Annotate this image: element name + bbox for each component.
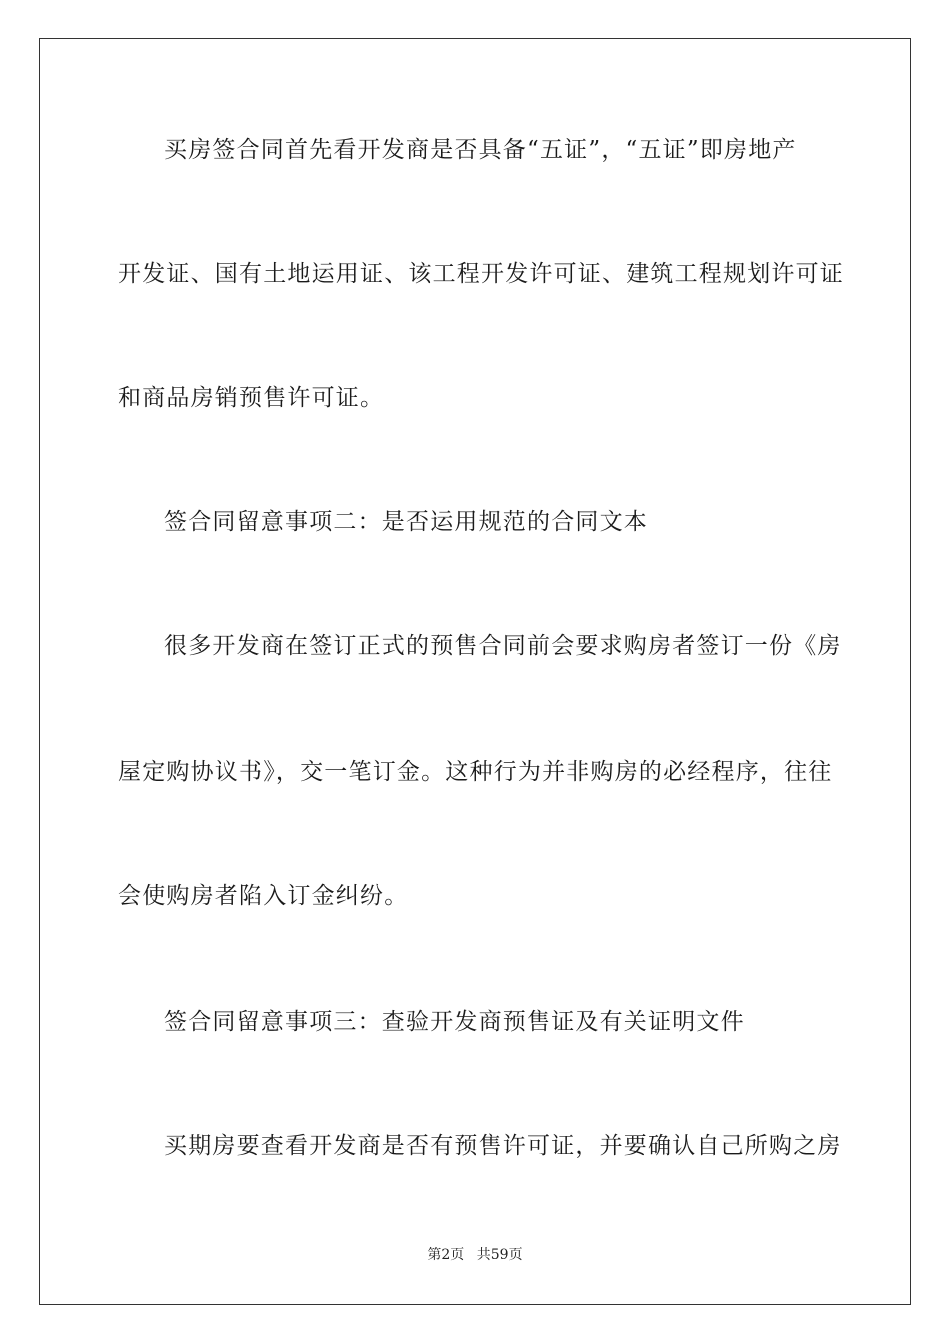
paragraph-line-5: 很多开发商在签订正式的预售合同前会要求购房者签订一份《房	[164, 633, 842, 659]
paragraph-line-6: 屋定购协议书》，交一笔订金。这种行为并非购房的必经程序，往往	[118, 759, 833, 785]
paragraph-line-3: 和商品房销预售许可证。	[118, 385, 385, 411]
paragraph-line-1: 买房签合同首先看开发商是否具备“五证”，“五证”即房地产	[164, 137, 797, 163]
page-number-total: 共59页	[476, 1247, 523, 1263]
page-number-current: 第2页	[427, 1247, 465, 1263]
page-border	[39, 38, 911, 1305]
paragraph-line-9: 买期房要查看开发商是否有预售许可证，并要确认自己所购之房	[164, 1133, 842, 1159]
section-heading-3: 签合同留意事项三：查验开发商预售证及有关证明文件	[164, 1009, 745, 1035]
section-heading-2: 签合同留意事项二：是否运用规范的合同文本	[164, 509, 648, 535]
paragraph-line-7: 会使购房者陷入订金纠纷。	[118, 883, 409, 909]
paragraph-line-2: 开发证、国有土地运用证、该工程开发许可证、建筑工程规划许可证	[118, 261, 844, 287]
page-footer	[0, 1245, 950, 1265]
